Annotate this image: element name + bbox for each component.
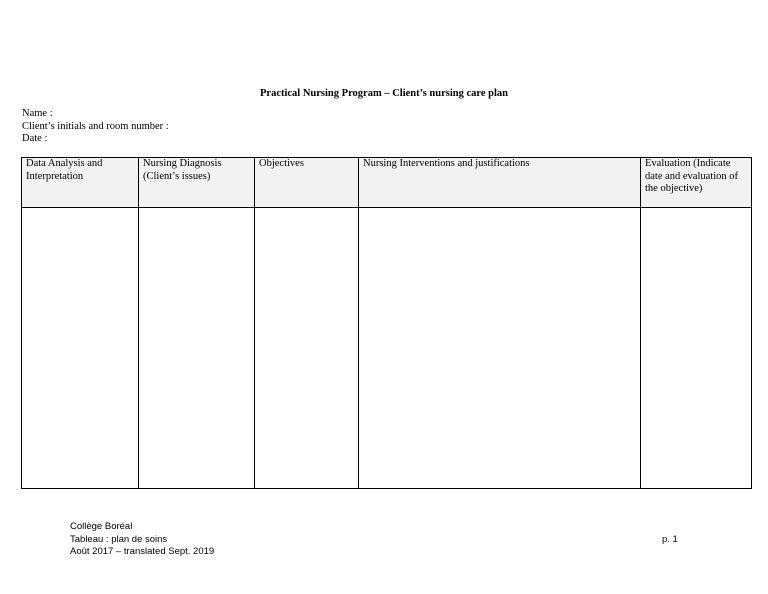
footer-form-name: Tableau : plan de soins bbox=[70, 533, 168, 545]
footer-date: Août 2017 – translated Sept. 2019 bbox=[70, 546, 215, 557]
cell-objectives[interactable] bbox=[255, 208, 359, 489]
document-title: Practical Nursing Program – Client’s nursing care plan bbox=[260, 88, 508, 99]
header-interventions: Nursing Interventions and justifications bbox=[359, 158, 641, 208]
header-nursing-diagnosis: Nursing Diagnosis (Client’s issues) bbox=[139, 158, 255, 208]
header-objectives: Objectives bbox=[255, 158, 359, 208]
cell-nursing-diagnosis[interactable] bbox=[139, 208, 255, 489]
client-info-block bbox=[22, 108, 169, 146]
cell-interventions[interactable] bbox=[359, 208, 641, 489]
initials-room-field-label: Client’s initials and room number : bbox=[22, 120, 169, 132]
table-header-row bbox=[22, 158, 752, 208]
header-evaluation: Evaluation (Indicate date and evaluation of the objective) bbox=[641, 158, 752, 208]
date-field-label: Date : bbox=[22, 133, 48, 144]
table-row bbox=[22, 208, 752, 489]
cell-evaluation[interactable] bbox=[641, 208, 752, 489]
header-data-analysis: Data Analysis and Interpretation bbox=[22, 158, 139, 208]
footer-block bbox=[70, 521, 214, 559]
care-plan-table bbox=[21, 157, 752, 489]
footer-institution: Collège Boréal bbox=[70, 521, 133, 532]
page-number: p. 1 bbox=[662, 534, 678, 545]
name-field-label: Name : bbox=[22, 108, 53, 119]
cell-data-analysis[interactable] bbox=[22, 208, 139, 489]
